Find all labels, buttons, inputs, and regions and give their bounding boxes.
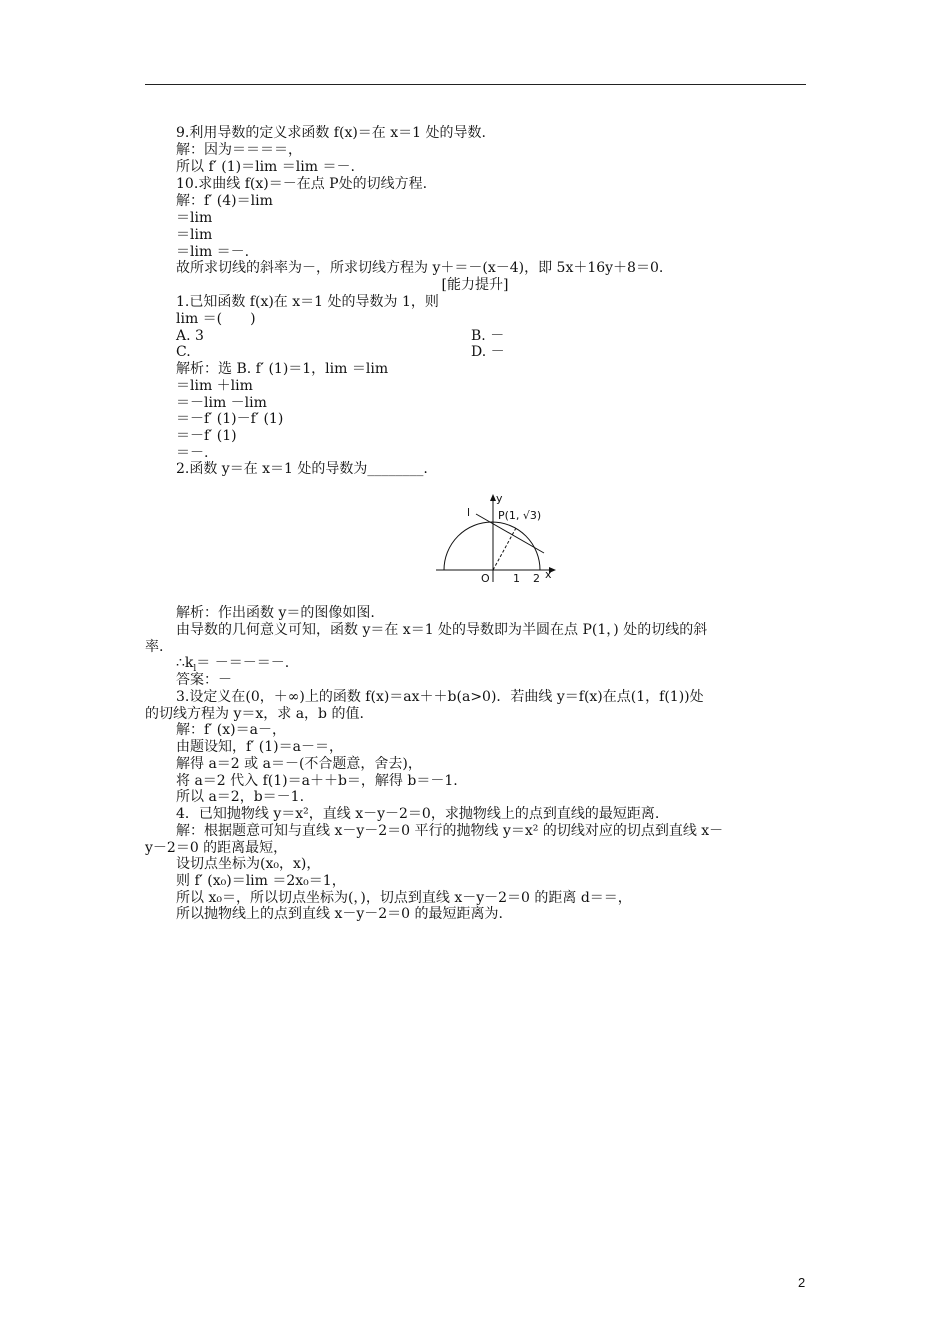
solution-line: 解：根据题意可知与直线 x－y－2＝0 平行的抛物线 y＝x² 的切线对应的切点到直线 x－ [176,823,724,839]
semicircle-figure [432,492,557,585]
point-label: P(1, √3) [498,509,542,522]
problem-1: 1.已知函数 f(x)在 x＝1 处的导数为 1，则 [176,294,439,310]
option-b: B. － [471,328,505,344]
problem-10: 10.求曲线 f(x)＝－在点 P处的切线方程. [176,176,428,192]
problem-9: 9.利用导数的定义求函数 f(x)＝在 x＝1 处的导数. [176,125,486,141]
solution-line: 则 f′ (x₀)＝lim ＝2x₀＝1， [176,873,346,889]
k-expression: ＝ －＝－＝－. [196,655,290,671]
analysis-line: 解析：选 B. f′ (1)＝1，lim ＝lim [176,361,389,377]
analysis-line: 由导数的几何意义可知，函数 y＝在 x＝1 处的导数即为半圆在点 P(1，) 处的切线的斜 [176,622,708,638]
solution-line: 解：因为＝＝＝＝， [176,142,302,158]
origin-label: O [481,572,490,585]
solution-line: 解：f′ (4)＝lim [176,193,273,209]
line-label: l [467,506,471,519]
solution-line: y－2＝0 的距离最短， [145,840,288,856]
option-c: C. [176,344,191,360]
problem-4: 4．已知抛物线 y＝x²，直线 x－y－2＝0，求抛物线上的点到直线的最短距离. [176,806,660,822]
problem-line: lim ＝( ) [176,311,256,327]
radius-dashed [493,528,516,570]
analysis-line: ＝－f′ (1)－f′ (1) [176,411,284,427]
analysis-line: ＝lim ＋lim [176,378,253,394]
solution-line: 故所求切线的斜率为－，所求切线方程为 y＋＝－(x－4)，即 5x＋16y＋8＝0. [176,260,664,276]
problem-line: 的切线方程为 y＝x，求 a，b 的值. [145,706,364,722]
semicircle [444,522,540,570]
solution-line: ＝lim [176,227,213,243]
solution-line: 解得 a＝2 或 a＝－(不合题意，舍去)， [176,756,422,772]
analysis-line: ＝－. [176,445,209,461]
solution-line: 将 a＝2 代入 f(1)＝a＋＋b＝，解得 b＝－1. [176,773,458,789]
solution-line: 所以 f′ (1)＝lim ＝lim ＝－. [176,159,355,175]
k-subscript: l [193,663,197,674]
header-rule [145,84,806,85]
analysis-line: ＝－lim －lim [176,395,267,411]
problem-2: 2.函数 y＝在 x＝1 处的导数为________. [176,461,428,477]
analysis-line: 解析：作出函数 y＝的图像如图. [176,605,375,621]
solution-line: 所以抛物线上的点到直线 x－y－2＝0 的最短距离为. [176,906,503,922]
solution-line: 所以 a＝2，b＝－1. [176,789,305,805]
solution-line: 设切点坐标为(x₀，x)， [176,856,321,872]
solution-line: ＝lim [176,210,213,226]
analysis-line: ＝－f′ (1) [176,428,237,444]
page-number: 2 [798,1275,806,1290]
x-axis-label: x [545,568,552,581]
answer-line: 答案：－ [176,672,232,688]
analysis-line: 率. [145,639,164,655]
tick-1: 1 [513,572,520,585]
y-axis-label: y [496,492,503,505]
option-d: D. － [471,344,505,360]
solution-line: 所以 x₀＝，所以切点坐标为(，)，切点到直线 x－y－2＝0 的距离 d＝＝， [176,890,632,906]
section-heading: [能力提升] [441,277,509,293]
tick-2: 2 [533,572,540,585]
option-a: A. 3 [176,328,204,344]
solution-line: 解：f′ (x)＝a－， [176,722,286,738]
solution-line: ＝lim ＝－. [176,244,250,260]
k-symbol: ∴k [176,655,194,671]
problem-3: 3.设定义在(0，＋∞)上的函数 f(x)＝ax＋＋b(a>0)．若曲线 y＝f(x)在点(1，f(1))处 [176,689,704,705]
solution-line: 由题设知，f′ (1)＝a－＝， [176,739,343,755]
